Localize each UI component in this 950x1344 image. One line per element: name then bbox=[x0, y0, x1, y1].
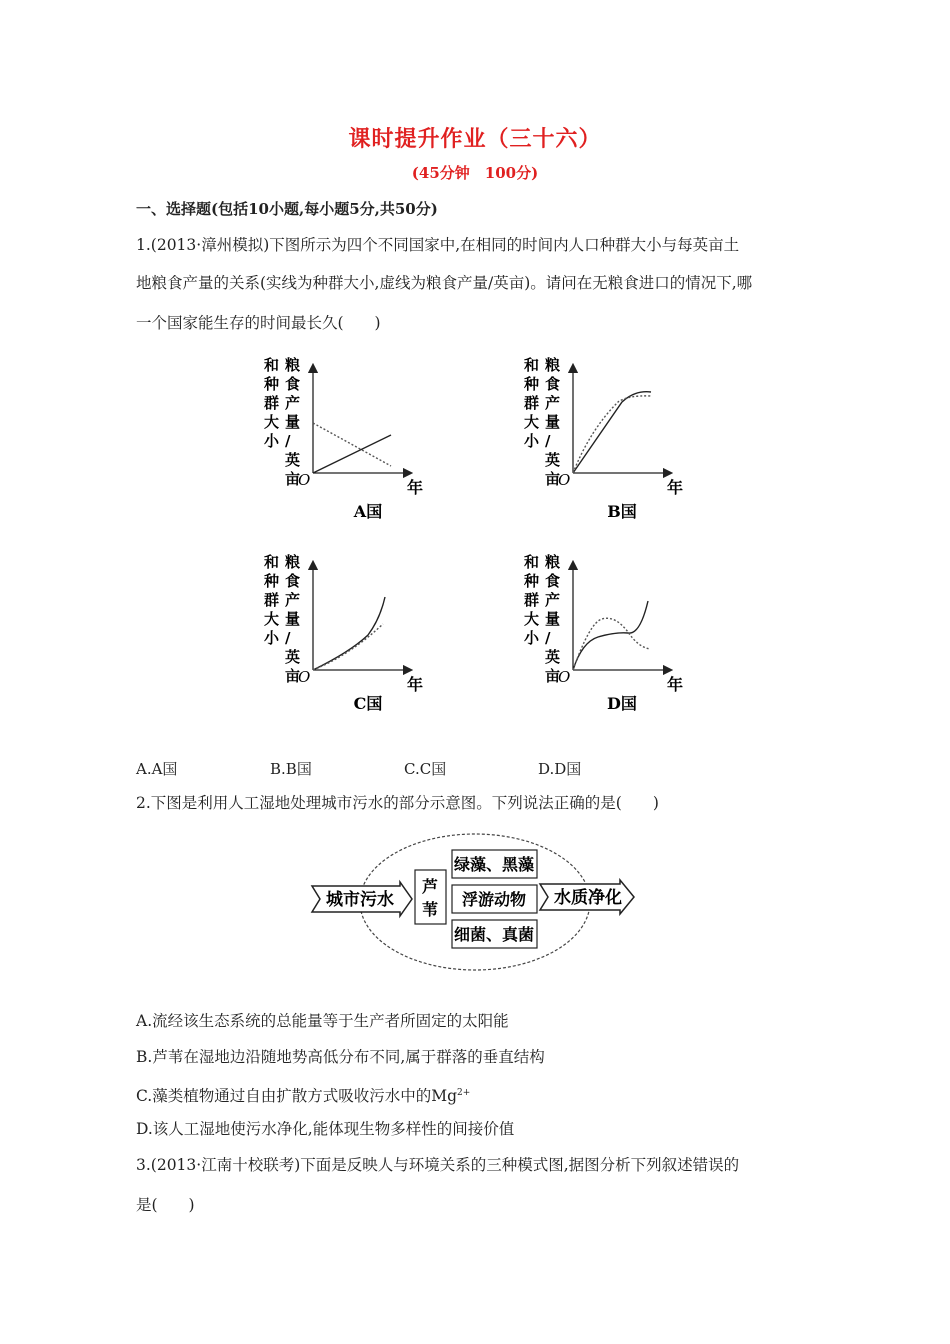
q1-option-a[interactable]: A.A国 bbox=[136, 760, 178, 778]
chart-a-food-line bbox=[313, 423, 391, 466]
chart-b-ylabel-right: 粮食产量/英亩 bbox=[545, 356, 561, 488]
section-heading: 一、选择题(包括10小题,每小题5分,共50分) bbox=[136, 200, 438, 218]
chart-d-ylabel-right: 粮食产量/英亩 bbox=[545, 553, 561, 685]
chart-b-label: B国 bbox=[607, 502, 637, 521]
q2-option-d[interactable]: D.该人工湿地使污水净化,能体现生物多样性的间接价值 bbox=[136, 1120, 515, 1138]
chart-d-label: D国 bbox=[607, 694, 637, 713]
chart-b-ylabel-left: 和种群大小 bbox=[524, 356, 540, 450]
chart-a-origin: O bbox=[298, 471, 311, 489]
q2-option-a[interactable]: A.流经该生态系统的总能量等于生产者所固定的太阳能 bbox=[136, 1012, 509, 1030]
chart-a-xlabel: 年 bbox=[407, 478, 424, 497]
q1-line2: 地粮食产量的关系(实线为种群大小,虚线为粮食产量/英亩)。请问在无粮食进口的情况下,哪 bbox=[136, 274, 753, 292]
chart-b-xlabel: 年 bbox=[667, 478, 684, 497]
q2-option-c-text: C.藻类植物通过自由扩散方式吸收污水中的Mg bbox=[136, 1087, 458, 1106]
q3-line2: 是( ) bbox=[136, 1196, 195, 1214]
q1-option-c[interactable]: C.C国 bbox=[404, 760, 447, 778]
chart-b-origin: O bbox=[558, 471, 571, 489]
q2-option-c[interactable] bbox=[136, 1074, 470, 1115]
chart-c-ylabel-right: 粮食产量/英亩 bbox=[285, 553, 301, 685]
reed-label-1: 芦 bbox=[421, 877, 439, 896]
reed-label-2: 苇 bbox=[421, 900, 439, 919]
q1-line1: 1.(2013·漳州模拟)下图所示为四个不同国家中,在相同的时间内人口种群大小与每英亩土 bbox=[136, 236, 740, 254]
q1-line3: 一个国家能生存的时间最长久( ) bbox=[136, 314, 381, 332]
chart-b-food-line bbox=[573, 396, 651, 473]
chart-d-origin: O bbox=[558, 668, 571, 686]
chart-d bbox=[523, 553, 683, 694]
page-subtitle: (45分钟 100分) bbox=[411, 164, 539, 182]
zooplankton-label: 浮游动物 bbox=[461, 890, 527, 909]
wetland-diagram bbox=[300, 828, 650, 978]
page-title: 课时提升作业（三十六） bbox=[348, 126, 602, 152]
algae-label: 绿藻、黑藻 bbox=[453, 855, 535, 874]
chart-c-food-line bbox=[313, 624, 383, 670]
chart-d-population-line bbox=[573, 601, 648, 670]
input-label: 城市污水 bbox=[326, 890, 394, 910]
chart-a-ylabel-left: 和种群大小 bbox=[264, 356, 280, 450]
q1-option-b[interactable]: B.B国 bbox=[270, 760, 312, 778]
chart-b bbox=[523, 356, 683, 497]
q2-stem: 2.下图是利用人工湿地处理城市污水的部分示意图。下列说法正确的是( ) bbox=[136, 794, 659, 812]
output-label: 水质净化 bbox=[554, 888, 622, 908]
chart-a bbox=[263, 356, 423, 497]
bacteria-label: 细菌、真菌 bbox=[453, 925, 535, 944]
q3-line1: 3.(2013·江南十校联考)下面是反映人与环境关系的三种模式图,据图分析下列叙述错误的 bbox=[136, 1156, 740, 1174]
chart-a-label: A国 bbox=[353, 502, 383, 521]
q1-option-d[interactable]: D.D国 bbox=[538, 760, 582, 778]
chart-a-population-line bbox=[313, 435, 391, 473]
q2-option-c-sup: 2+ bbox=[457, 1088, 471, 1098]
chart-b-population-line bbox=[573, 392, 651, 473]
chart-d-xlabel: 年 bbox=[667, 675, 684, 694]
chart-d-ylabel-left: 和种群大小 bbox=[524, 553, 540, 647]
chart-c-population-line bbox=[313, 597, 385, 670]
chart-c-ylabel-left: 和种群大小 bbox=[264, 553, 280, 647]
chart-c-label: C国 bbox=[353, 694, 383, 713]
chart-c bbox=[263, 553, 423, 694]
q2-option-b[interactable]: B.芦苇在湿地边沿随地势高低分布不同,属于群落的垂直结构 bbox=[136, 1048, 545, 1066]
chart-a-ylabel-right: 粮食产量/英亩 bbox=[285, 356, 301, 488]
chart-c-origin: O bbox=[298, 668, 311, 686]
chart-c-xlabel: 年 bbox=[407, 675, 424, 694]
